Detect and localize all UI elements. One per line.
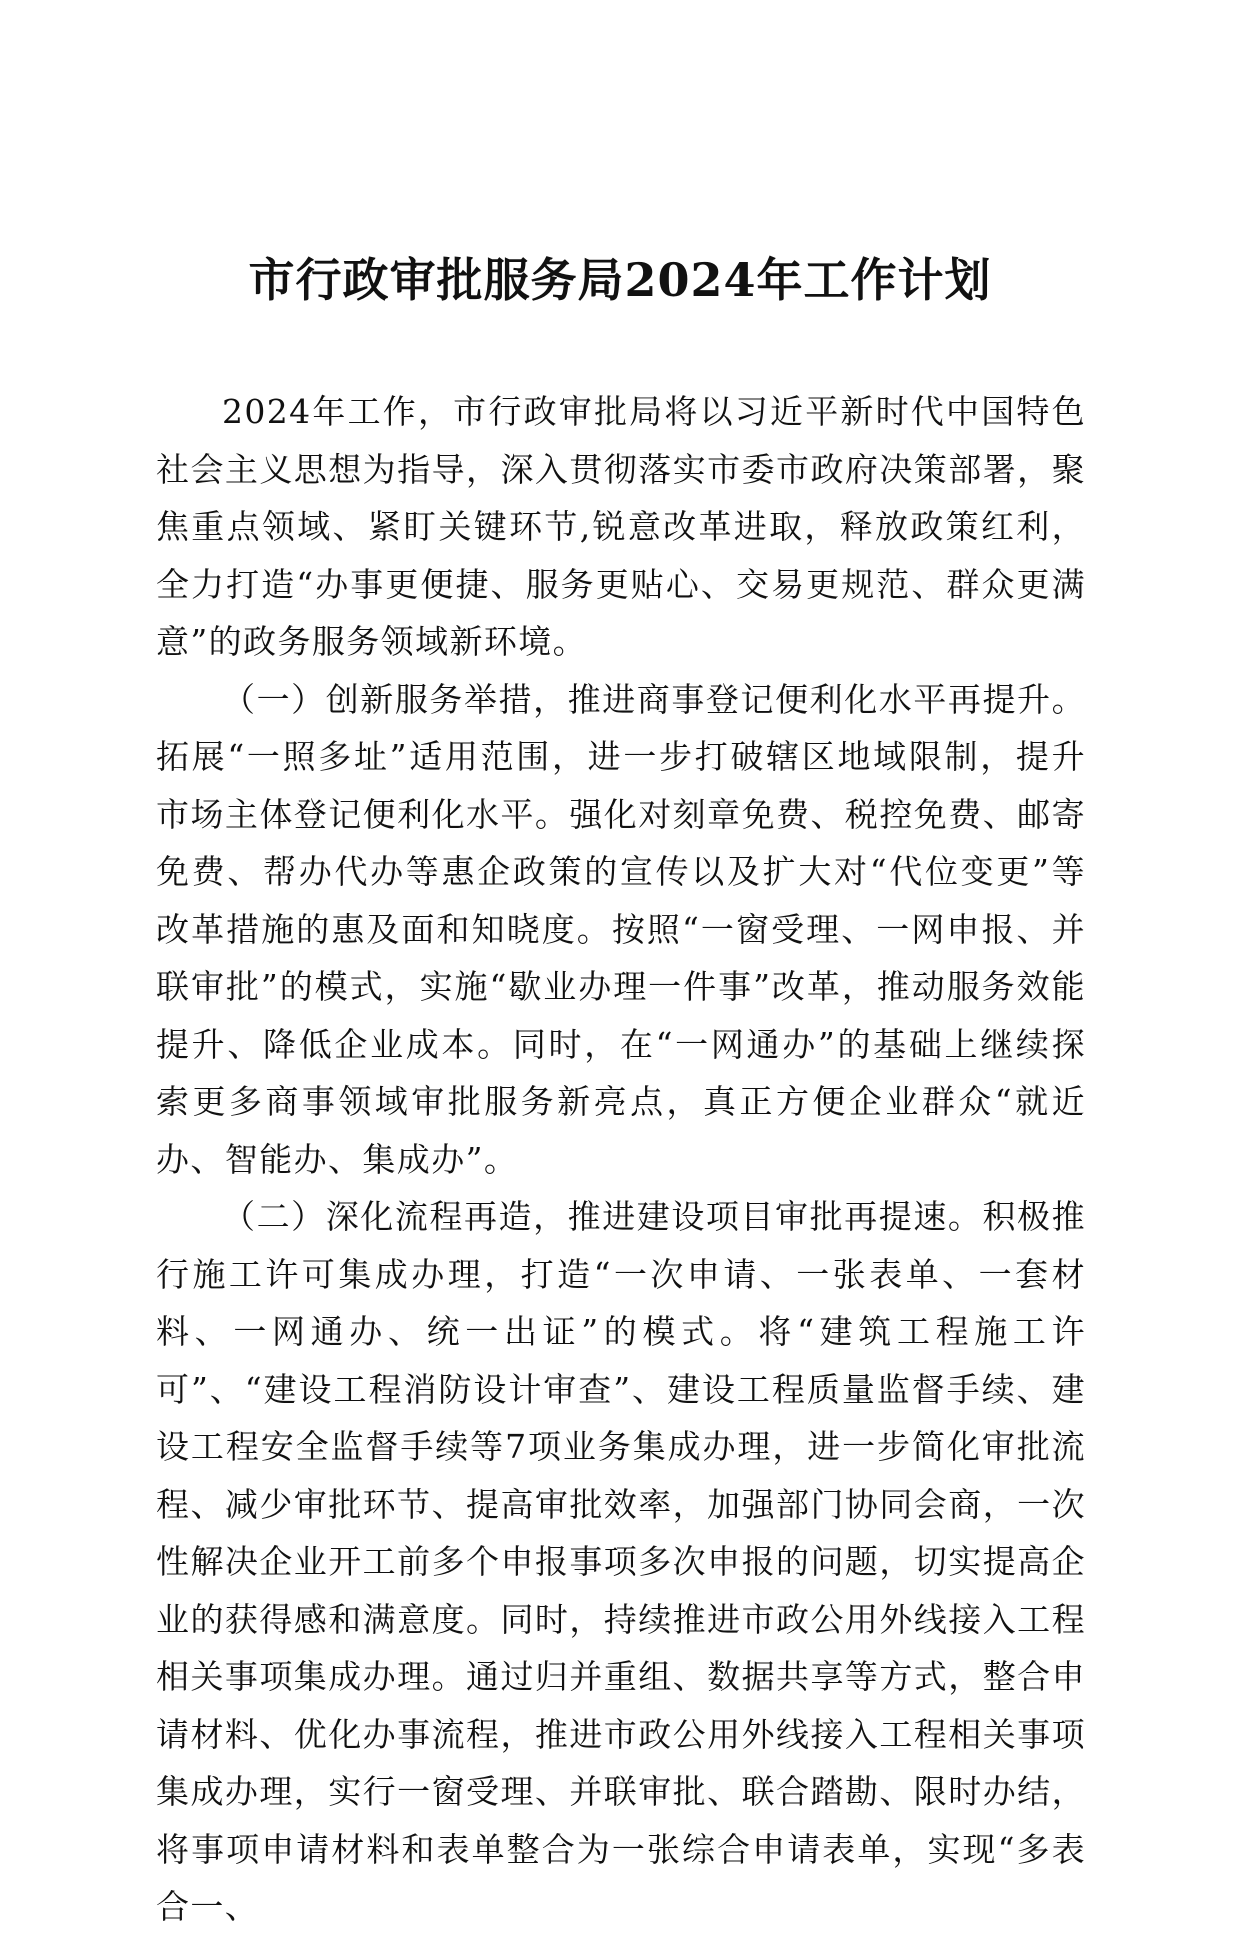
- paragraph-section-2: [156, 1188, 1086, 1936]
- section-heading: （二）深化流程再造，推进建设项目审批再提速。: [222, 1197, 983, 1236]
- paragraph-text: 2024年工作，市行政审批局将以习近平新时代中国特色社会主义思想为指导，深入贯彻落实市委市政府决策部署，聚焦重点领域、紧盯关键环节,锐意改革进取，释放政策红利，全力打造“办事更便捷、服务更贴心、交易更规范、群众更满意”的政务服务领域新环境。: [156, 392, 1086, 661]
- paragraph-intro: [156, 383, 1086, 671]
- page-title: 市行政审批服务局2024年工作计划: [248, 253, 992, 307]
- section-heading: （一）创新服务举措，推进商事登记便利化水平再提升。: [222, 679, 1086, 719]
- paragraph-text: 拓展“一照多址”适用范围，进一步打破辖区地域限制，提升市场主体登记便利化水平。强化对刻章免费、税控免费、邮寄免费、帮办代办等惠企政策的宣传以及扩大对“代位变更”等改革措施的惠及面和知晓度。按照“一窗受理、一网申报、并联审批”的模式，实施“歇业办理一件事”改革，推动服务效能提升、降低企业成本。同时，在“一网通办”的基础上继续探索更多商事领域审批服务新亮点，真正方便企业群众“就近办、智能办、集成办”。: [156, 737, 1086, 1179]
- paragraph-text: 积极推行施工许可集成办理，打造“一次申请、一张表单、一套材料、一网通办、统一出证”的模式。将“建筑工程施工许可”、“建设工程消防设计审查”、建设工程质量监督手续、建设工程安全监督手续等7项业务集成办理，进一步简化审批流程、减少审批环节、提高审批效率，加强部门协同会商，一次性解决企业开工前多个申报事项多次申报的问题，切实提高企业的获得感和满意度。同时，持续推进市政公用外线接入工程相关事项集成办理。通过归并重组、数据共享等方式，整合申请材料、优化办事流程，推进市政公用外线接入工程相关事项集成办理，实行一窗受理、并联审批、联合踏勘、限时办结，将事项申请材料和表单整合为一张综合申请表单，实现“多表合一、: [156, 1197, 1086, 1926]
- paragraph-section-1: [156, 671, 1086, 1189]
- document-body: [156, 383, 1086, 1936]
